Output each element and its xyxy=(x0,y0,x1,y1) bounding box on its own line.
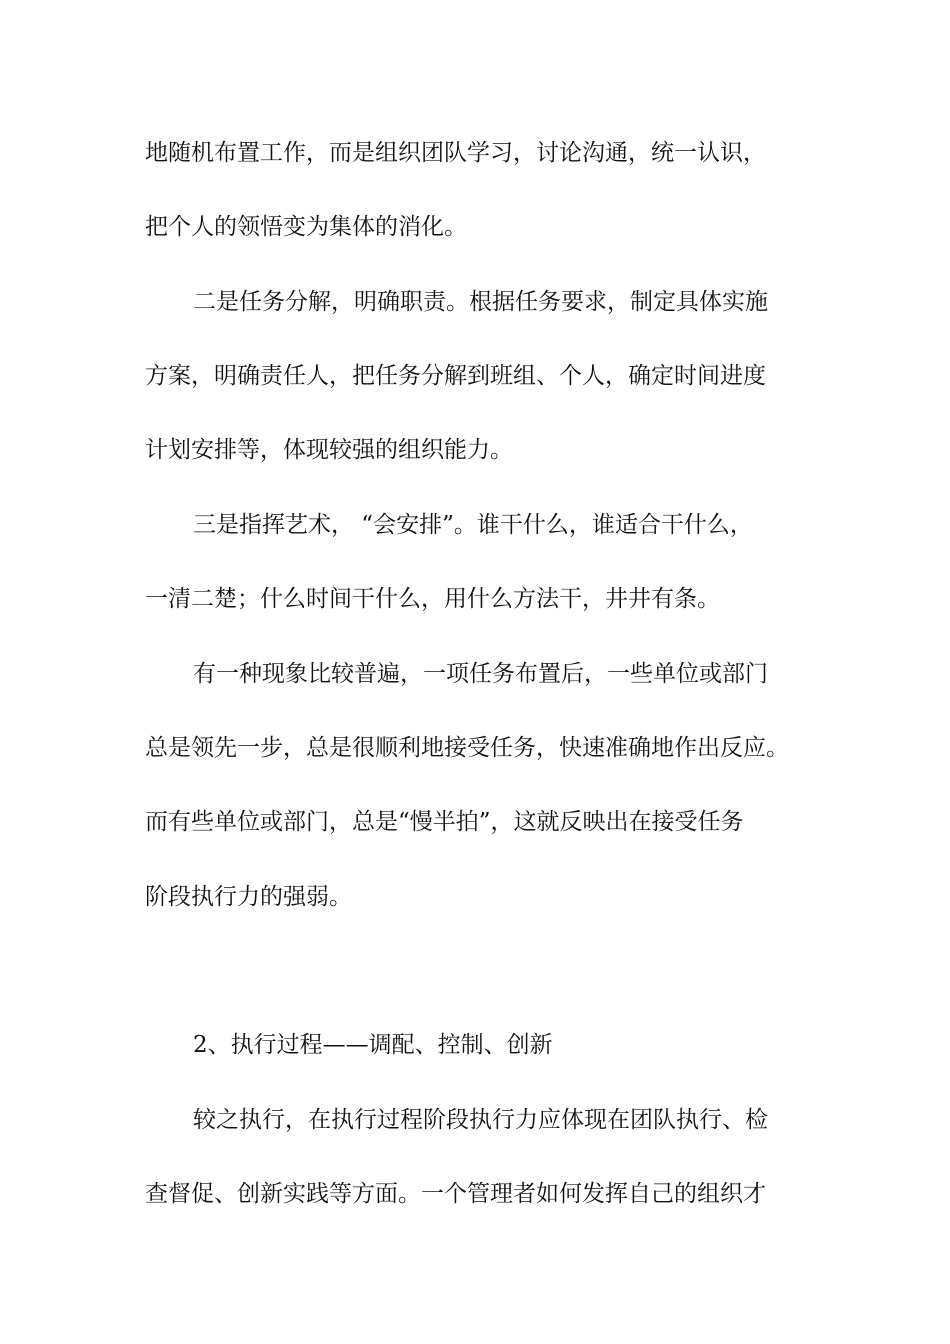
text-line: 而有些单位或部门，总是“慢半拍”，这就反映出在接受任务 xyxy=(145,809,744,835)
paragraph-start-line: 有一种现象比较普遍，一项任务布置后，一些单位或部门 xyxy=(193,661,768,687)
paragraph-start-line: 较之执行，在执行过程阶段执行力应体现在团队执行、检 xyxy=(193,1107,768,1133)
paragraph-start-line: 三是指挥艺术， “会安排”。谁干什么，谁适合干什么， xyxy=(193,512,753,538)
section-heading: 2、执行过程——调配、控制、创新 xyxy=(193,1032,553,1058)
text-line: 方案，明确责任人，把任务分解到班组、个人，确定时间进度 xyxy=(145,363,766,389)
text-line: 一清二楚；什么时间干什么，用什么方法干，井井有条。 xyxy=(145,586,720,612)
text-line: 查督促、创新实践等方面。一个管理者如何发挥自己的组织才 xyxy=(145,1181,766,1207)
paragraph-start-line: 二是任务分解，明确职责。根据任务要求，制定具体实施 xyxy=(193,289,768,315)
text-line: 总是领先一步，总是很顺利地接受任务，快速准确地作出反应。 xyxy=(145,735,789,761)
text-line: 计划安排等，体现较强的组织能力。 xyxy=(145,437,513,463)
text-line: 把个人的领悟变为集体的消化。 xyxy=(145,214,467,240)
text-line: 地随机布置工作，而是组织团队学习，讨论沟通，统一认识， xyxy=(145,140,766,166)
text-line: 阶段执行力的强弱。 xyxy=(145,884,352,910)
